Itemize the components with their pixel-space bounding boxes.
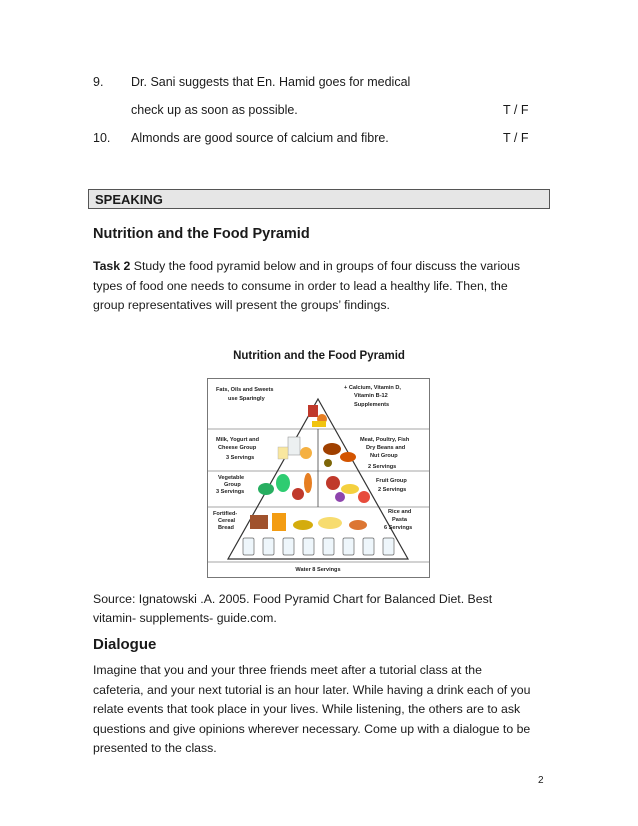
label-meat-2: Dry Beans and: [366, 445, 406, 451]
vegetable-icon: [258, 483, 274, 495]
fruit-icon: [326, 476, 340, 490]
label-meat-4: 2 Servings: [368, 464, 397, 470]
task-paragraph: [93, 257, 545, 316]
task-line-3: group representatives will present the groups’ findings.: [93, 298, 390, 312]
label-fruit-2: 2 Servings: [378, 487, 407, 493]
question-10-number: 10.: [93, 131, 111, 145]
label-cereal-3: Bread: [218, 525, 234, 531]
label-meat-3: Nut Group: [370, 453, 398, 459]
food-pyramid-graphic: [208, 379, 429, 577]
figure-title: Nutrition and the Food Pyramid: [233, 350, 405, 362]
label-veg-3: 3 Servings: [216, 489, 245, 495]
task-label: Task 2: [93, 259, 131, 273]
label-water: Water 8 Servings: [295, 567, 341, 573]
label-cereal-2: Cereal: [218, 518, 236, 524]
dialogue-line-2: cafeteria, and your next tutorial is an hour later. While having a drink each of you: [93, 682, 531, 697]
question-10-text: Almonds are good source of calcium and fibre.: [131, 131, 389, 145]
label-milk-3: 3 Servings: [226, 455, 255, 461]
question-9-text-line2: check up as soon as possible.: [131, 103, 298, 117]
label-calcium-2: Vitamin B-12: [354, 393, 388, 399]
question-9-text-line1: Dr. Sani suggests that En. Hamid goes for medical: [131, 75, 411, 89]
dialogue-paragraph: [93, 661, 545, 759]
section-header-label: SPEAKING: [95, 192, 163, 207]
label-milk-2: Cheese Group: [218, 445, 257, 451]
label-calcium-1: + Calcium, Vitamin D,: [344, 385, 401, 391]
source-line-1: Source: Ignatowski .A. 2005. Food Pyramid Chart for Balanced Diet. Best: [93, 592, 493, 606]
dialogue-heading: Dialogue: [93, 636, 157, 653]
meat-icon: [323, 443, 341, 455]
task-line-1: [93, 257, 545, 277]
section-header-speaking: [88, 189, 550, 209]
figure-source: [93, 590, 553, 628]
page-number: 2: [538, 775, 544, 786]
label-fruit-1: Fruit Group: [376, 478, 407, 484]
label-cereal-1: Fortified-: [213, 511, 238, 517]
label-veg-1: Vegetable: [218, 475, 245, 481]
label-milk-1: Milk, Yogurt and: [216, 437, 259, 443]
task-text-1: Study the food pyramid below and in groups of four discuss the various: [133, 259, 521, 273]
label-fats-2: use Sparingly: [228, 396, 265, 402]
milk-icon: [288, 437, 300, 455]
label-meat-1: Meat, Poultry, Fish: [360, 437, 410, 443]
label-fats-1: Fats, Oils and Sweets: [216, 387, 274, 393]
label-veg-2: Group: [224, 482, 241, 488]
question-9-true-false: T / F: [503, 103, 529, 117]
source-line-2: vitamin- supplements- guide.com.: [93, 611, 277, 625]
question-10-true-false: T / F: [503, 131, 529, 145]
label-rice-2: Pasta: [392, 517, 407, 523]
water-glasses-icon: [243, 538, 394, 555]
food-pyramid-figure: [207, 378, 430, 578]
section-heading: Nutrition and the Food Pyramid: [93, 226, 310, 242]
bread-icon: [250, 515, 268, 529]
task-line-2: types of food one needs to consume in order to lead a healthy life. Then, the: [93, 278, 508, 293]
label-rice-1: Rice and: [388, 509, 412, 515]
question-9-number: 9.: [93, 75, 104, 89]
dialogue-line-3: relate events that took place in your lives. While listening, the others are to ask: [93, 702, 521, 716]
label-rice-3: 6 Servings: [384, 525, 413, 531]
dialogue-line-1: Imagine that you and your three friends meet after a tutorial class at the: [93, 663, 482, 677]
dialogue-line-4: questions and give opinions wherever necessary. Come up with a dialogue to be: [93, 721, 531, 736]
pasta-icon: [349, 520, 367, 530]
sweets-icon: [308, 405, 318, 417]
dialogue-line-5: presented to the class.: [93, 741, 217, 755]
label-calcium-3: Supplements: [354, 402, 390, 408]
